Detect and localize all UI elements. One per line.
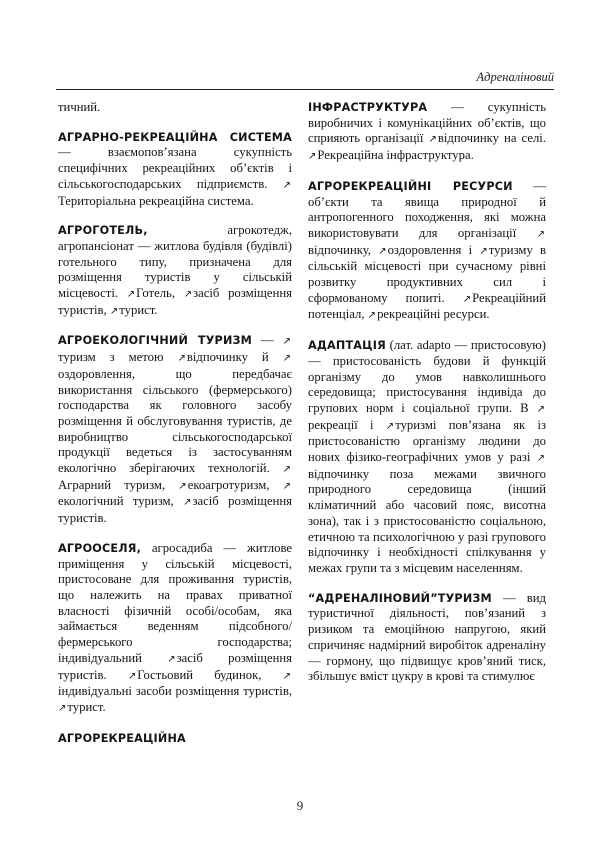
north-east-arrow-icon: ↗ [282,464,291,476]
continuation-text: тичний. [58,100,101,114]
cross-reference[interactable]: оздоровлення і [387,242,480,257]
cross-reference[interactable]: туризм з метою [58,350,178,365]
cross-reference[interactable]: Територіальна рекреаційна система. [58,193,254,208]
entry-term: ІНФРАСТРУКТУРА [308,101,428,114]
entry-agrarno-rekreatsiina-systema [58,130,292,210]
cross-reference[interactable]: індивідуальні засоби розміщення туристів, [58,684,292,699]
cross-reference[interactable]: рекреації і [308,417,386,432]
entry-term: АГРАРНО-РЕКРЕАЦІЙНА СИСТЕМА [58,130,292,144]
cross-reference[interactable]: відпочинку й [186,350,283,365]
cross-reference[interactable]: Гостьовий будинок, [137,667,283,682]
cross-reference[interactable]: Рекреаційний потенціал, [308,290,546,322]
north-east-arrow-icon: ↗ [127,670,137,682]
header-rule [56,89,554,90]
north-east-arrow-icon: ↗ [536,453,545,465]
left-column [58,100,292,760]
entry-term: АГРОРЕКРЕАЦІЙНІ РЕСУРСИ [308,179,513,193]
cross-reference[interactable]: рекреаційні ресурси. [377,307,490,322]
entry-definition: агрокотедж, агропансіонат — житлова будівля (будівлі) готельного типу, призначена для розміщення туристів у сільській місцевості. [58,223,292,301]
page-number: 9 [296,798,304,813]
north-east-arrow-icon: ↗ [58,702,67,714]
north-east-arrow-icon: ↗ [428,134,437,146]
entry-term: АГРОРЕКРЕАЦІЙНА [58,731,186,745]
cross-reference[interactable]: турист. [67,699,106,714]
north-east-arrow-icon: ↗ [126,289,136,301]
cross-reference[interactable]: турист. [119,302,158,317]
entry-infrastruktura: ІНФРАСТРУКТУРА — сукупність виробничих і комунікаційних об’єктів, що сприяють організації ↗відпочинку на селі. ↗Рекреаційна інфраструктура. [308,100,546,165]
entry-agrohotel [58,223,292,319]
north-east-arrow-icon: ↗ [536,228,545,240]
north-east-arrow-icon: ↗ [282,336,291,348]
north-east-arrow-icon: ↗ [183,497,192,509]
cross-reference[interactable]: екоагротуризм, [187,477,283,492]
north-east-arrow-icon: ↗ [167,653,176,665]
running-header: Адреналіновий [476,70,554,84]
right-column [308,100,546,699]
north-east-arrow-icon: ↗ [308,151,317,163]
entry-adrenalinovyi-turyzm: “АДРЕНАЛІНОВИЙ”ТУРИЗМ — вид туристичної діяльності, пов’язаний з ризиком та емоційною напругою, який спричиняє надмірний виробіток адреналіну — гормону, що підвищує кров’яний тиск, збільшує вміст цукру в крові та стимулює [308,590,546,684]
entry-term: “АДРЕНАЛІНОВИЙ”ТУРИЗМ [308,591,492,605]
north-east-arrow-icon: ↗ [536,403,545,415]
cross-reference[interactable]: засіб розміщення туристів. [58,650,292,682]
cross-reference[interactable]: засіб розміщення туристів. [58,494,292,526]
cross-reference[interactable]: відпочинку на селі. [437,131,546,146]
entry-agrorekreatsiina [58,731,292,747]
north-east-arrow-icon: ↗ [479,245,488,257]
north-east-arrow-icon: ↗ [183,289,193,301]
north-east-arrow-icon: ↗ [378,245,387,257]
entry-term: АГРОЕКОЛОГІЧНИЙ ТУРИЗМ [58,334,252,348]
entry-agroekolohichnyi-turyzm: АГРОЕКОЛОГІЧНИЙ ТУРИЗМ — ↗туризм з метою ↗відпочинку й ↗оздоровлення, що передбачає використання сільського (фермерського) господарства як головного засобу розміщення й обслуговування туристів, де виробництво сільськогосподарської продукції ведеться із застосуванням екологічно зберігаючих технологій. ↗Аграрний туризм, ↗екоагротуризм, ↗екологічний туризм, ↗засіб розміщення туристів. [58,333,292,526]
north-east-arrow-icon: ↗ [367,310,377,322]
entry-adaptatsiia: АДАПТАЦІЯ (лат. adapto — пристосовую) — пристосованість будови й функцій організму до умов навколишнього середовища; пристосування індивіда до групових норм і соціальної групи. В ↗рекреації і ↗туризмі пов’язана як із пристосованістю організму людини до нових фізико-географічних умов у разі ↗відпочинку поза межами звичного природного середовища (інший кліматичний або часовий пояс, висотна зона), так і з пристосованістю соціальною, етичною та психологічною у разі групового відпочинку і необхідності спілкування у межах групи та з місцевим населенням. [308,338,547,575]
north-east-arrow-icon: ↗ [109,305,119,317]
north-east-arrow-icon: ↗ [282,670,291,682]
north-east-arrow-icon: ↗ [385,420,395,432]
cross-reference[interactable]: Рекреаційна інфраструктура. [317,148,474,163]
north-east-arrow-icon: ↗ [282,480,291,492]
entry-term: АГРОГОТЕЛЬ, [58,224,148,238]
entry-definition: — взаємопов’язана сукупність специфічних рекреаційних об’єктів і сільськогосподарських підприємств. [58,145,292,191]
entry-term: АДАПТАЦІЯ [308,339,386,353]
north-east-arrow-icon: ↗ [462,293,472,305]
entry-term: АГРООСЕЛЯ, [58,541,142,555]
north-east-arrow-icon: ↗ [282,353,291,365]
north-east-arrow-icon: ↗ [282,179,291,191]
entry-agrorekreatsiini-resursy: АГРОРЕКРЕАЦІЙНІ РЕСУРСИ — об’єкти та явища природної й антропогенного походження, які можна використовувати для організації ↗відпочинку, ↗оздоровлення і ↗туризму в сільській місцевості при сучасному рівні розвитку продуктивних сил і сформованому попиті. ↗Рекреаційний потенціал, ↗рекреаційні ресурси. [308,179,546,324]
cross-reference[interactable]: екологічний туризм, [58,494,184,509]
cross-reference[interactable]: Готель, [136,286,184,301]
north-east-arrow-icon: ↗ [177,353,186,365]
cross-reference[interactable]: засіб розміщення туристів, [58,286,292,317]
north-east-arrow-icon: ↗ [178,480,187,492]
cross-reference[interactable]: відпочинку, [308,242,379,257]
entry-agroosela: АГРООСЕЛЯ, агросадиба — житлове приміщення у сільській місцевості, пристосоване для проживання туристів, що належить на правах приватної власності фізичній особі/особам, яка займається веденням підсобного/фермерського господарства; індивідуальний ↗засіб розміщення туристів. ↗Гостьовий будинок, ↗індивідуальні засоби розміщення туристів, ↗турист. [58,541,292,717]
cross-reference[interactable]: Аграрний туризм, [58,477,179,492]
